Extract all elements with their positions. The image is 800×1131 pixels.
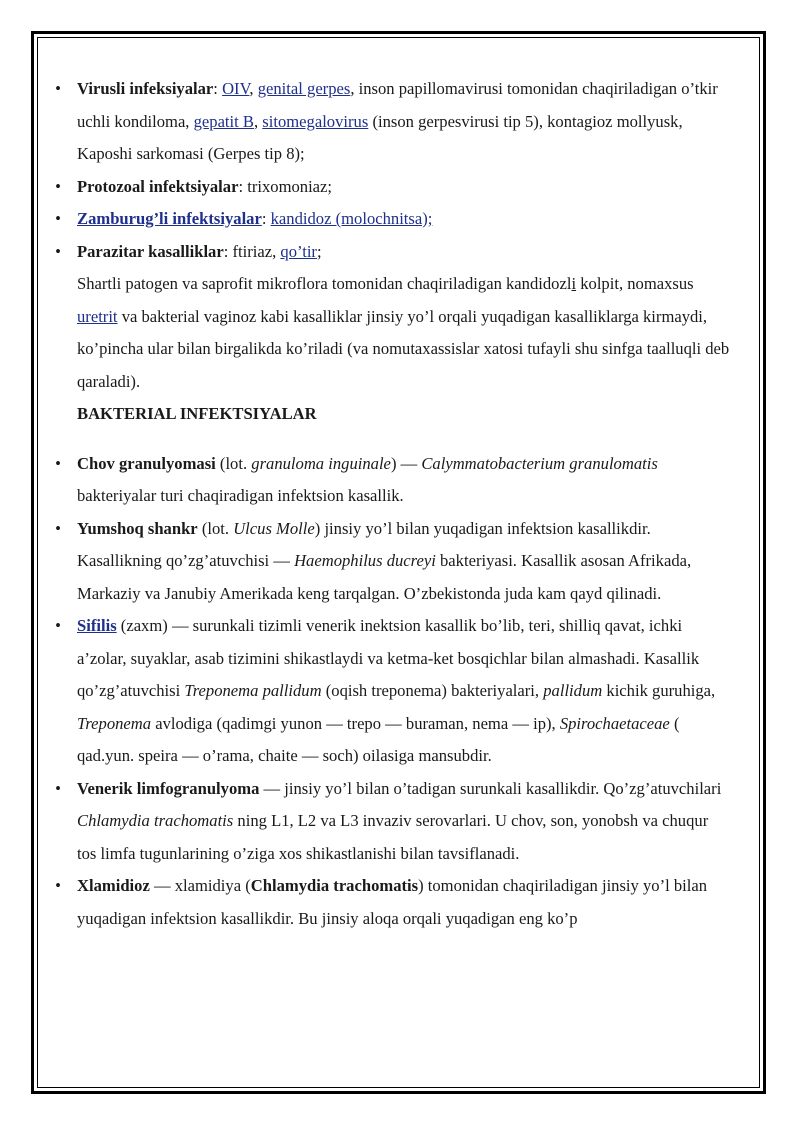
link-syphilis[interactable]: Sifilis — [77, 616, 117, 635]
bullet-icon: • — [55, 209, 61, 228]
term-protozoal: Protozoal infektsiyalar — [77, 176, 239, 196]
bullet-icon: • — [55, 453, 61, 473]
link-candidiasis[interactable]: kandidoz (molochnitsa); — [270, 209, 433, 228]
list-item-parasitic: • Parazitar kasalliklar: ftiriaz, qo’tir; — [52, 236, 730, 269]
list-item-viral: • Virusli infeksiyalar: OIV, genital gerpes, inson papillomavirusi tomonidan chaqiriladigan o’tkir uchli kondiloma, gepatit B, sitomegalovirus (inson gerpesvirusi tip 5), kontagioz mollyusk, Kaposhi sarkomasi (Gerpes tip 8); — [52, 73, 730, 171]
list-item-fungal: • Zamburug’li infektsiyalar: kandidoz (molochnitsa); — [52, 203, 730, 236]
bullet-icon: • — [55, 876, 61, 895]
link-urethritis[interactable]: uretrit — [77, 306, 118, 326]
bullet-icon: • — [55, 79, 61, 98]
list-item-venerik: • Venerik limfogranulyoma — jinsiy yo’l bilan o’tadigan surunkali kasallikdir. Qo’zg’atuvchilari Chlamydia trachomatis ning L1, L2 va L3 invaziv serovarlari. U chov, son, yonobsh va chuqur tos limfa tugunlarining o’ziga xos shikastlanishi bilan tavsiflanadi. — [52, 773, 730, 871]
bullet-icon: • — [55, 778, 61, 798]
term-xlamidioz: Xlamidioz — [77, 876, 150, 895]
term-chov: Chov granulyomasi — [77, 453, 216, 473]
section-heading: BAKTERIAL INFEKTSIYALAR — [77, 404, 317, 423]
link-scabies[interactable]: qo’tir — [280, 241, 317, 261]
link-genital-herpes[interactable]: genital gerpes — [257, 79, 351, 98]
term-viral: Virusli infeksiyalar — [77, 79, 214, 98]
link-fungal-infections[interactable]: Zamburug’li infektsiyalar — [77, 209, 262, 228]
list-item-sifilis: • Sifilis (zaxm) — surunkali tizimli venerik inektsion kasallik bo’lib, teri, shilliq qavat, ichki a’zolar, suyaklar, asab tizimini shikastlaydi va ketma-ket bosqichlar bilan almashadi. Kasallik qo’zg’atuvchisi Treponema pallidum (oqish treponema) bakteriyalari, pallidum kichik guruhiga, Treponema avlodiga (qadimgi yunon — trepo — buraman, nema — ip), Spirochaetaceae ( qad.yun. speira — o’rama, chaite — soch) oilasiga mansubdir. — [52, 610, 730, 773]
list-item-protozoal: • Protozoal infektsiyalar: trixomoniaz; — [52, 171, 730, 204]
link-hiv[interactable]: OIV — [222, 79, 250, 98]
list-item-xlamidioz: • Xlamidioz — xlamidiya (Chlamydia trachomatis) tomonidan chaqiriladigan jinsiy yo’l bilan yuqadigan infektsion kasallikdir. Bu jinsiy aloqa orqali yuqadigan eng ko’p — [52, 870, 730, 935]
link-cytomegalovirus[interactable]: sitomegalovirus — [262, 111, 369, 131]
term-parasitic: Parazitar kasalliklar — [77, 241, 224, 261]
spacer — [52, 431, 730, 448]
bullet-icon: • — [55, 616, 61, 635]
term-yumshoq: Yumshoq shankr — [77, 518, 198, 538]
bullet-icon: • — [55, 241, 61, 261]
document-body — [52, 73, 730, 935]
bullet-icon: • — [55, 518, 61, 538]
list-item-yumshoq: • Yumshoq shankr (lot. Ulcus Molle) jinsiy yo’l bilan yuqadigan infektsion kasallikdir. Kasallikning qo’zg’atuvchisi — Haemophilus ducreyi bakteriyasi. Kasallik asosan Afrikada, Markaziy va Janubiy Amerikada keng tarqalgan. O’zbekistonda juda kam qayd qilinadi. — [52, 513, 730, 611]
bullet-icon: • — [55, 176, 61, 196]
paragraph-note: Shartli patogen va saprofit mikroflora tomonidan chaqiriladigan kandidozli kolpit, nomaxsus uretrit va bakterial vaginoz kabi kasalliklar jinsiy yo’l orqali yuqadigan kasalliklarga kirmaydi, ko’pincha ular bilan birgalikda ko’riladi (va nomutaxassislar xatosi tufayli shu sinfga taalluqli deb qaraladi). — [77, 274, 730, 391]
list-item-chov: • Chov granulyomasi (lot. granuloma inguinale) — Calymmatobacterium granulomatis bakteriyalar turi chaqiradigan infektsion kasallik. — [52, 448, 730, 513]
link-hepatitis-b[interactable]: gepatit B — [193, 111, 254, 131]
term-venerik: Venerik limfogranulyoma — [77, 778, 260, 798]
